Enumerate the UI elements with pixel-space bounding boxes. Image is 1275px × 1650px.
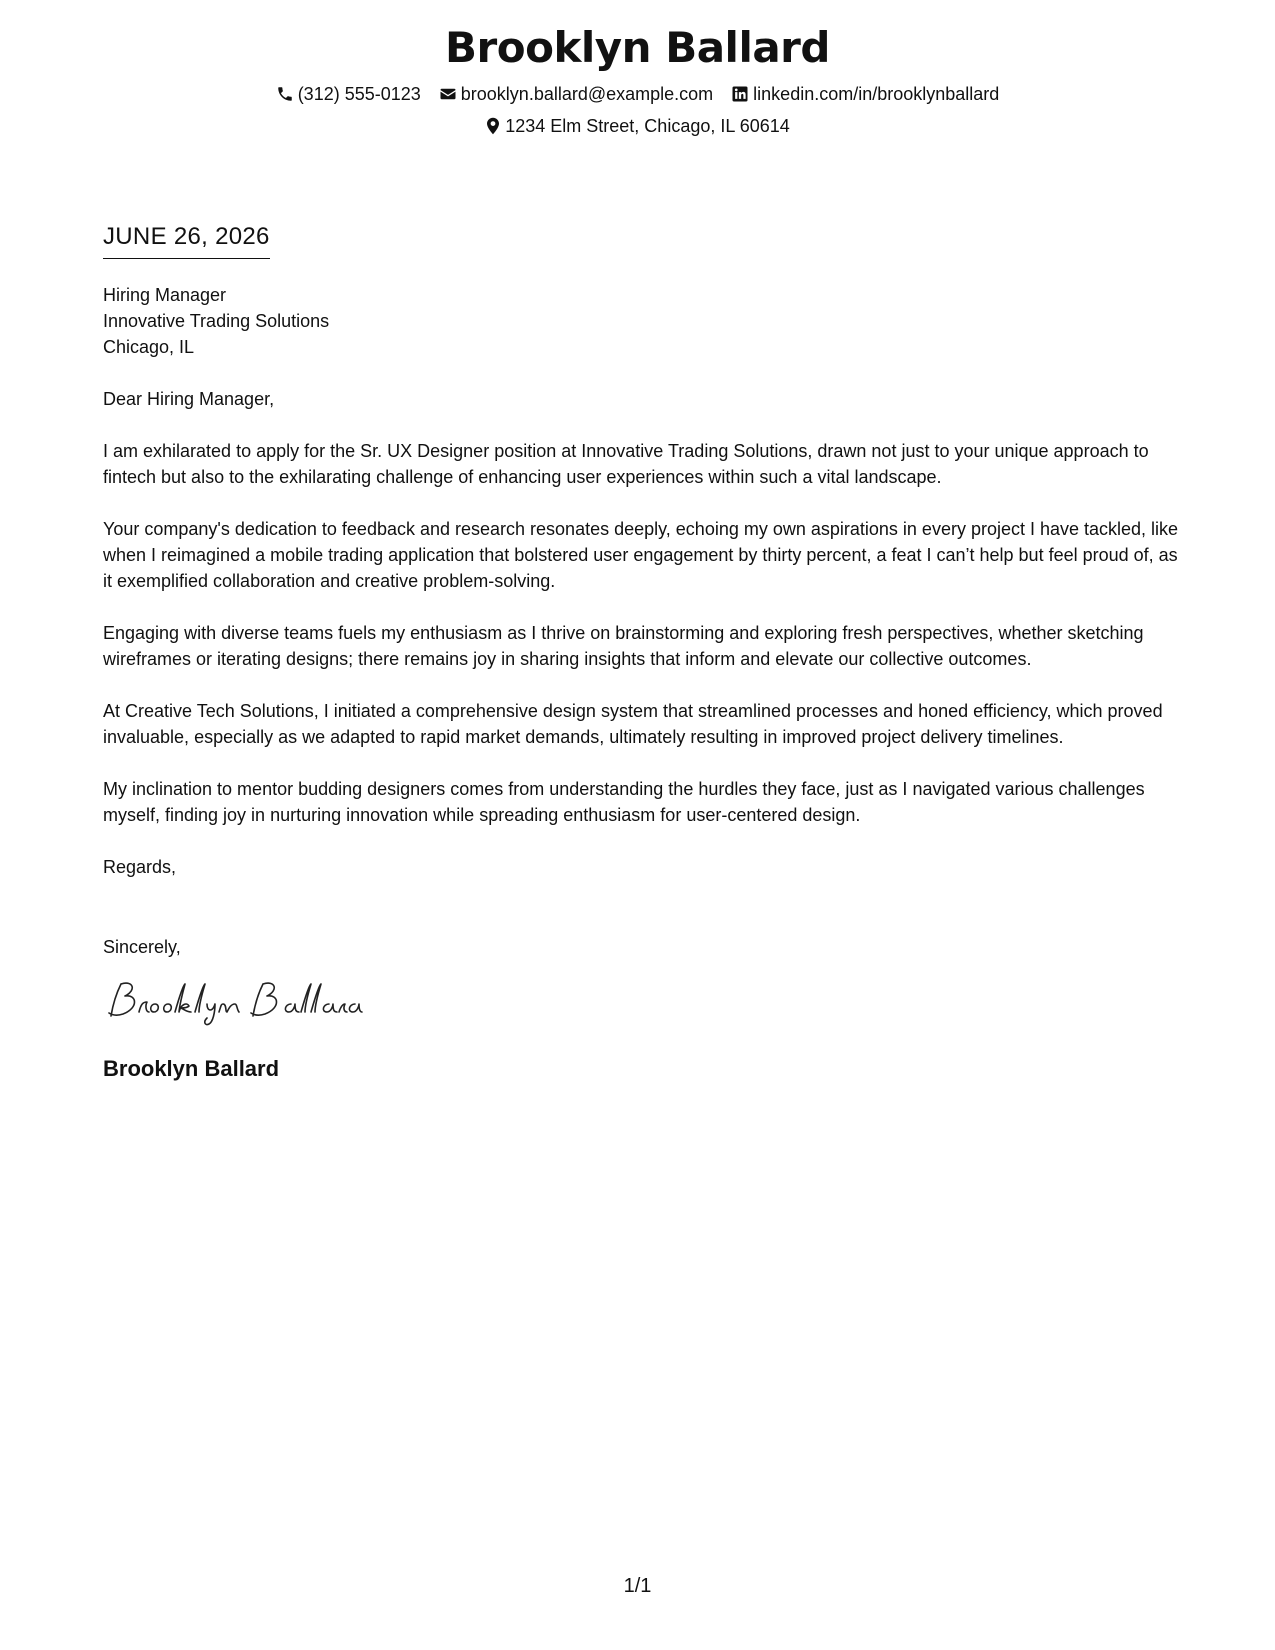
contact-row-primary [0,80,1275,108]
letter-date: JUNE 26, 2026 [103,222,270,259]
address-text: 1234 Elm Street, Chicago, IL 60614 [505,116,790,136]
paragraph-4: At Creative Tech Solutions, I initiated a comprehensive design system that streamlined processes and honed efficiency, which proved invaluable, especially as we adapted to rapid market demands, ultimately resulting in improved project delivery timelines. [103,701,1163,747]
salutation: Dear Hiring Manager, [103,389,275,409]
recipient-block [103,282,1183,360]
contact-email [439,80,713,108]
handwritten-signature [103,978,363,1028]
recipient-company: Innovative Trading Solutions [103,311,330,331]
envelope-icon [439,85,457,103]
phone-icon [276,85,294,103]
paragraph-1: I am exhilarated to apply for the Sr. UX Designer position at Innovative Trading Solutions, drawn not just to your unique approach to fintech but also to the exhilarating challenge of enhancing user experiences within such a vital landscape. [103,441,1149,487]
paragraph-5: My inclination to mentor budding designers comes from understanding the hurdles they face, just as I navigated various challenges myself, finding joy in nurturing innovation while spreading enthusiasm for user-centered design. [103,779,1145,825]
contact-address [485,112,790,140]
closing-regards: Regards, [103,857,177,877]
recipient-location: Chicago, IL [103,337,195,357]
map-pin-icon [485,117,501,135]
contact-phone [276,80,421,108]
recipient-title: Hiring Manager [103,285,227,305]
paragraph-2: Your company's dedication to feedback and research resonates deeply, echoing my own aspirations in every project I have tackled, like when I reimagined a mobile trading application that bolstered user engagement by thirty percent, a feat I can’t help but feel proud of, as it exemplified collaboration and creative problem-solving. [103,519,1179,591]
linkedin-text: linkedin.com/in/brooklynballard [753,84,1000,104]
contact-row-secondary [0,112,1275,140]
applicant-name: Brooklyn Ballard [445,23,830,72]
closing-sincerely: Sincerely, [103,937,181,957]
page-number: 1/1 [623,1575,652,1597]
linkedin-icon [731,85,749,103]
letter-header [0,20,1275,140]
letter-body [103,282,1183,1084]
email-text: brooklyn.ballard@example.com [460,84,714,104]
typed-name: Brooklyn Ballard [103,1056,280,1081]
paragraph-3: Engaging with diverse teams fuels my enthusiasm as I thrive on brainstorming and exploring fresh perspectives, whether sketching wireframes or iterating designs; there remains joy in sharing insights that inform and elevate our collective outcomes. [103,623,1144,669]
phone-text: (312) 555-0123 [297,84,421,104]
contact-linkedin [731,80,999,108]
